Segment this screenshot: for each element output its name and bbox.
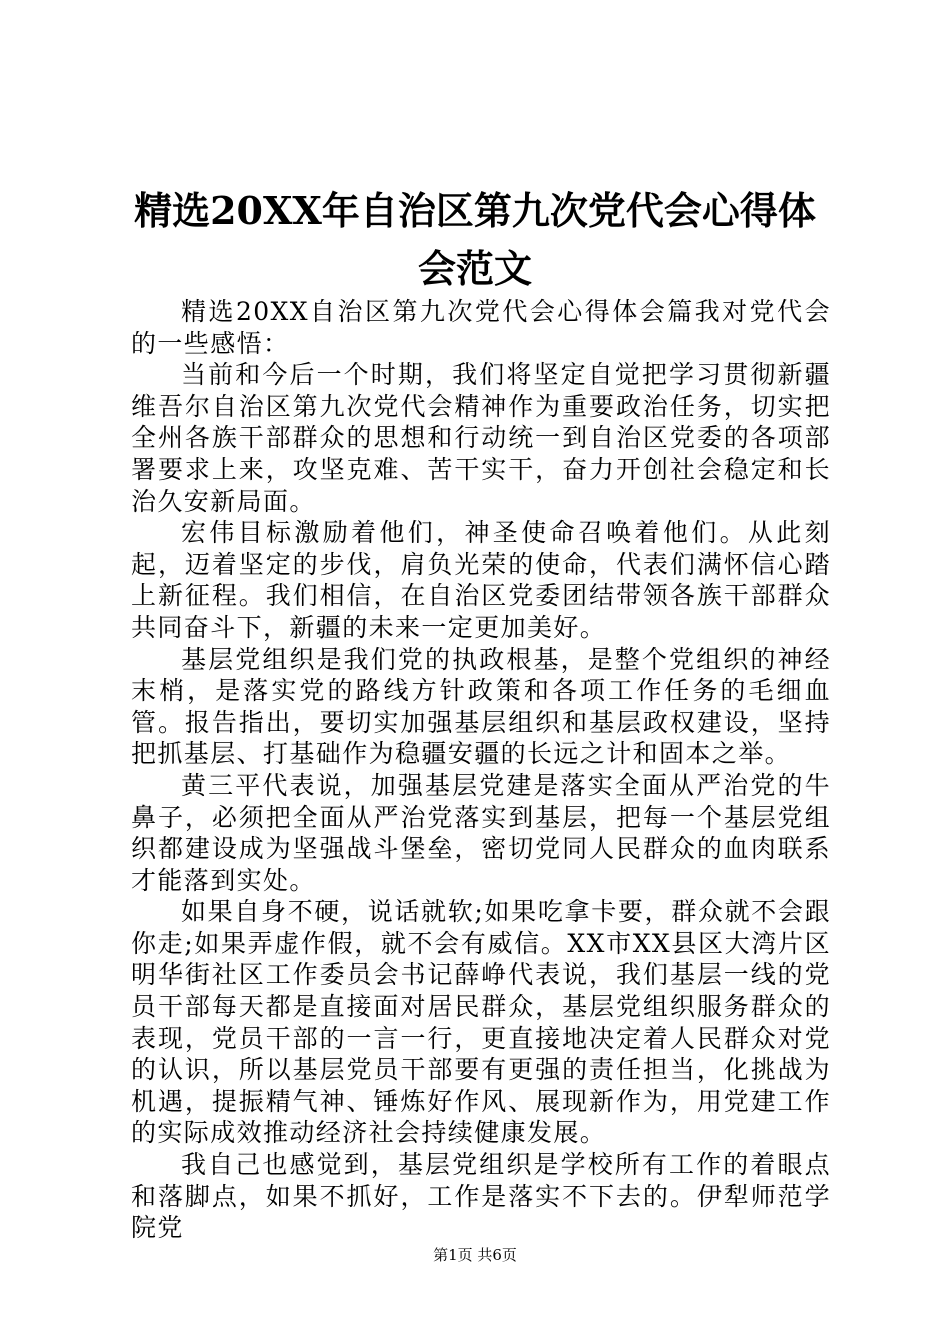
paragraph-6: 如果自身不硬，说话就软;如果吃拿卡要，群众就不会跟你走;如果弄虚作假，就不会有威信。XX市XX县区大湾片区明华街社区工作委员会书记薛峥代表说，我们基层一线的党员干部每天都是直接面对居民群众，基层党组织服务群众的表现，党员干部的一言一行，更直接地决定着人民群众对党的认识，所以基层党员干部要有更强的责任担当，化挑战为机遇，提振精气神、锤炼好作风、展现新作为，用党建工作的实际成效推动经济社会持续健康发展。 [131, 897, 831, 1148]
paragraph-4: 基层党组织是我们党的执政根基，是整个党组织的神经末梢，是落实党的路线方针政策和各项工作任务的毛细血管。报告指出，要切实加强基层组织和基层政权建设，坚持把抓基层、打基础作为稳疆安疆的长远之计和固本之举。 [131, 644, 831, 769]
paragraph-1: 精选20XX自治区第九次党代会心得体会篇我对党代会的一些感悟： [131, 297, 831, 358]
document-title: 精选20XX年自治区第九次党代会心得体会范文 [134, 188, 816, 291]
paragraph-7: 我自己也感觉到，基层党组织是学校所有工作的着眼点和落脚点，如果不抓好，工作是落实不下去的。伊犁师范学院党 [131, 1150, 831, 1243]
paragraph-5: 黄三平代表说，加强基层党建是落实全面从严治党的牛鼻子，必须把全面从严治党落实到基层，把每一个基层党组织都建设成为坚强战斗堡垒，密切党同人民群众的血肉联系才能落到实处。 [131, 770, 831, 895]
document-body [131, 296, 831, 1244]
paragraph-2: 当前和今后一个时期，我们将坚定自觉把学习贯彻新疆维吾尔自治区第九次党代会精神作为重要政治任务，切实把全州各族干部群众的思想和行动统一到自治区党委的各项部署要求上来，攻坚克难、苦干实干，奋力开创社会稳定和长治久安新局面。 [131, 360, 831, 516]
page-number-footer: 第1页 共6页 [433, 1246, 517, 1264]
paragraph-3: 宏伟目标激励着他们，神圣使命召唤着他们。从此刻起，迈着坚定的步伐，肩负光荣的使命，代表们满怀信心踏上新征程。我们相信，在自治区党委团结带领各族干部群众共同奋斗下，新疆的未来一定更加美好。 [131, 518, 831, 642]
